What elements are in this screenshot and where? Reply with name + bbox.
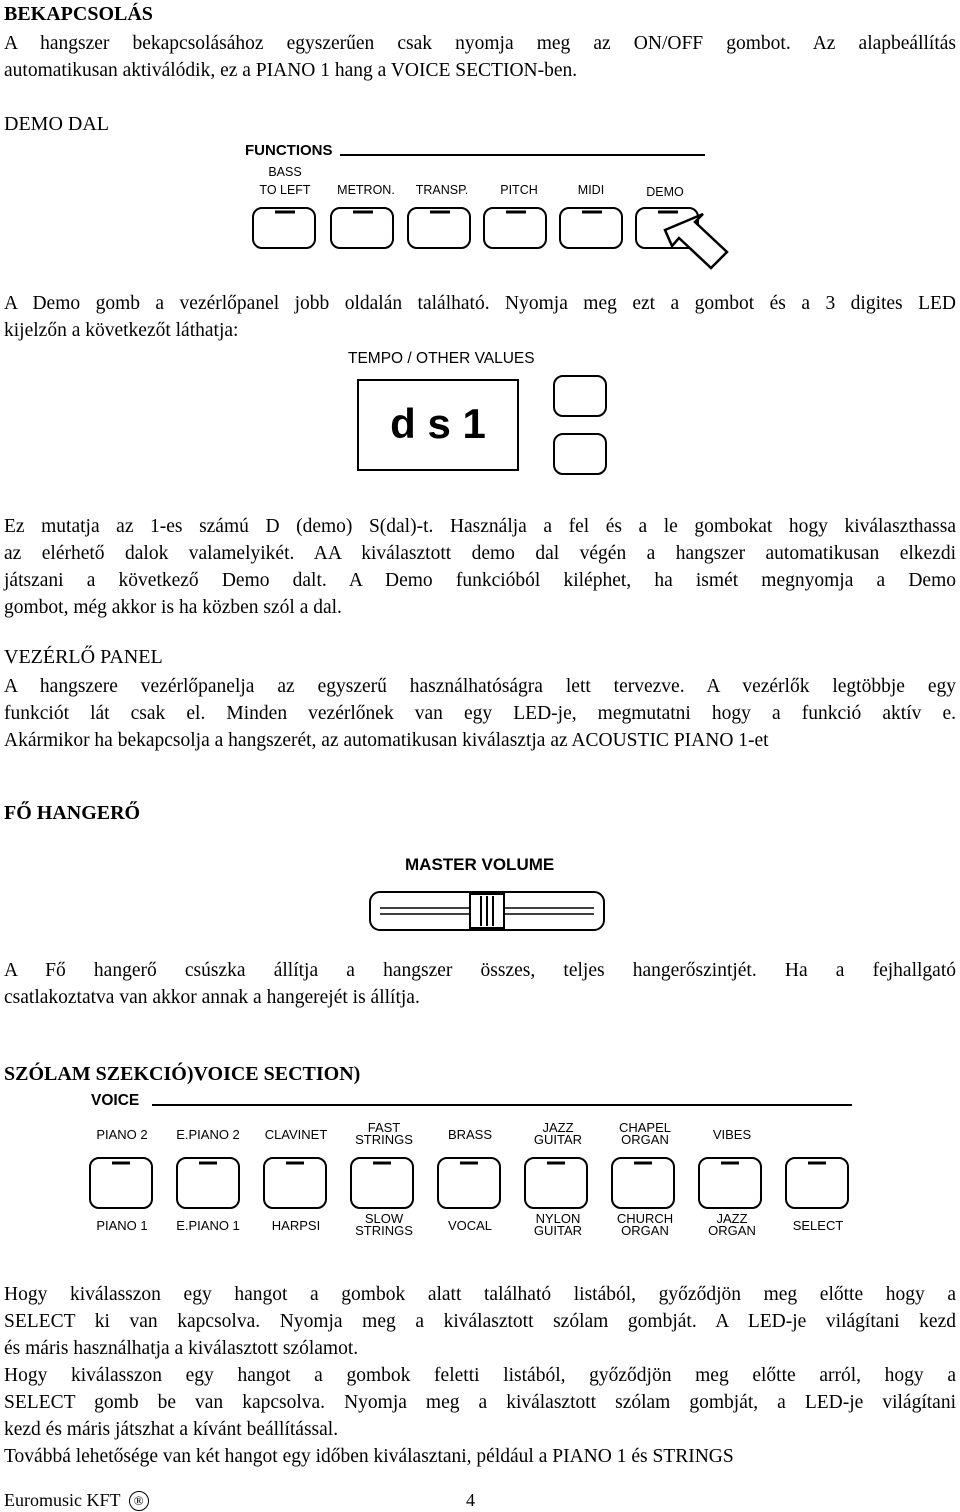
text-line: játszani a következő Demo dalt. A Demo funkcióból kiléphet, ha ismét megnyomja a Demo bbox=[4, 570, 956, 591]
led-display bbox=[357, 379, 519, 471]
bass-to-left-button[interactable] bbox=[253, 208, 315, 248]
tempo-buttons bbox=[550, 370, 610, 480]
guitar-button[interactable] bbox=[525, 1158, 587, 1208]
text-line: Továbbá lehetősége van két hangot egy időben kiválasztani, például a PIANO 1 és STRINGS bbox=[4, 1446, 734, 1467]
button-label: PITCH bbox=[500, 183, 538, 197]
section-heading-demo: DEMO DAL bbox=[4, 113, 109, 135]
paragraph-szolam bbox=[4, 1281, 956, 1470]
voice-label-top: E.PIANO 2 bbox=[176, 1127, 240, 1142]
voice-label-line: NYLON bbox=[535, 1211, 581, 1226]
voice-label-line: CHURCH bbox=[616, 1211, 674, 1226]
paragraph-demo-2 bbox=[4, 513, 956, 621]
slider-handle[interactable] bbox=[470, 894, 504, 928]
text-line: SELECT gomb be van kapcsolva. Nyomja meg a kiválasztott szólam gombját, a LED-je világítani bbox=[4, 1392, 956, 1413]
section-heading-bekapcsolas: BEKAPCSOLÁS bbox=[4, 3, 153, 25]
text-line: kijelzőn a következőt láthatja: bbox=[4, 320, 239, 341]
tempo-panel-title: TEMPO / OTHER VALUES bbox=[348, 350, 535, 367]
voice-label-line: ORGAN bbox=[621, 1132, 669, 1147]
paragraph-vezerlo bbox=[4, 673, 956, 754]
button-label: METRON. bbox=[337, 183, 395, 197]
registered-mark-icon: ® bbox=[129, 1491, 149, 1511]
button-label: MIDI bbox=[577, 183, 605, 197]
voice-label-bottom: HARPSI bbox=[271, 1218, 321, 1233]
text-line: A Fő hangerő csúszka állítja a hangszer összes, teljes hangerőszintjét. Ha a fejhallgató bbox=[4, 960, 956, 981]
voice-label-top: BRASS bbox=[447, 1127, 493, 1142]
metron-button[interactable] bbox=[331, 208, 393, 248]
voice-label-top bbox=[522, 1122, 594, 1146]
master-volume-slider bbox=[368, 886, 608, 936]
led-display-value: d s 1 bbox=[390, 400, 486, 447]
text-line: Ez mutatja az 1-es számú D (demo) S(dal)-t. Használja a fel és a le gombokat hogy kiválaszthassa bbox=[4, 516, 956, 537]
up-button[interactable] bbox=[554, 376, 606, 416]
voice-label-line: FAST bbox=[367, 1120, 401, 1135]
paragraph-fo-hangero bbox=[4, 957, 956, 1011]
select-button[interactable] bbox=[786, 1158, 848, 1208]
voice-label-line: JAZZ bbox=[542, 1120, 574, 1135]
voice-label-line: SLOW bbox=[364, 1211, 404, 1226]
text-line: Akármikor ha bekapcsolja a hangszerét, az automatikusan kiválasztja az ACOUSTIC PIANO 1-et bbox=[4, 730, 769, 751]
down-button[interactable] bbox=[554, 434, 606, 474]
voice-label-bottom bbox=[346, 1213, 422, 1237]
text-line: az elérhető dalok valamelyikét. AA kiválasztott demo dal végén a hangszer automatikusan elkezdi bbox=[4, 543, 956, 564]
voice-label-bottom: VOCAL bbox=[447, 1218, 493, 1233]
organ-button[interactable] bbox=[612, 1158, 674, 1208]
text-line: funkciót lát csak el. Minden vezérlőnek van egy LED-je, megmutatni hogy a funkció aktív e. bbox=[4, 703, 956, 724]
footer-company bbox=[4, 1490, 149, 1511]
voice-label-line: JAZZ bbox=[716, 1211, 748, 1226]
voice-label-line: ORGAN bbox=[621, 1223, 669, 1238]
button-label: TO LEFT bbox=[259, 183, 311, 197]
voice-label-top: CLAVINET bbox=[264, 1127, 328, 1142]
text-line: Hogy kiválasszon egy hangot a gombok alatt található listából, győződjön meg előtte hogy a bbox=[4, 1284, 956, 1305]
section-heading-vezerlo: VEZÉRLŐ PANEL bbox=[4, 646, 163, 668]
voice-label-top bbox=[608, 1122, 682, 1146]
text-line: kezd és máris játszhat a kívánt beállítással. bbox=[4, 1419, 339, 1440]
voice-label-bottom bbox=[606, 1213, 684, 1237]
button-label: DEMO bbox=[646, 185, 684, 199]
paragraph-demo-1 bbox=[4, 290, 956, 344]
voice-label-bottom: E.PIANO 1 bbox=[176, 1218, 240, 1233]
voice-label-line: STRINGS bbox=[355, 1223, 413, 1238]
voice-label-top bbox=[346, 1122, 422, 1146]
e-piano-button[interactable] bbox=[177, 1158, 239, 1208]
voice-label-bottom bbox=[520, 1213, 596, 1237]
text-line: A hangszere vezérlőpanelja az egyszerű használhatóságra lett tervezve. A vezérlők legtöbbje egy bbox=[4, 676, 956, 697]
transp-button[interactable] bbox=[408, 208, 470, 248]
voice-label-top: VIBES bbox=[712, 1127, 752, 1142]
company-name: Euromusic KFT bbox=[4, 1490, 121, 1510]
function-buttons bbox=[245, 200, 745, 290]
text-line: A hangszer bekapcsolásához egyszerűen csak nyomja meg az ON/OFF gombot. Az alapbeállítás bbox=[4, 33, 956, 54]
text-line: és máris használhatja a kiválasztott szólamot. bbox=[4, 1338, 359, 1359]
strings-button[interactable] bbox=[351, 1158, 413, 1208]
voice-label-line: GUITAR bbox=[533, 1223, 583, 1238]
brass-vocal-button[interactable] bbox=[438, 1158, 500, 1208]
master-volume-title: MASTER VOLUME bbox=[405, 855, 555, 874]
clavinet-harpsi-button[interactable] bbox=[264, 1158, 326, 1208]
text-line: automatikusan aktiválódik, ez a PIANO 1 hang a VOICE SECTION-ben. bbox=[4, 60, 578, 81]
section-heading-fo-hangero: FŐ HANGERŐ bbox=[4, 802, 141, 824]
voice-panel-title: VOICE bbox=[91, 1092, 140, 1109]
page-number: 4 bbox=[466, 1490, 475, 1510]
voice-buttons bbox=[0, 1148, 960, 1218]
text-line: A Demo gomb a vezérlőpanel jobb oldalán található. Nyomja meg ezt a gombot és a 3 digites LED bbox=[4, 293, 956, 314]
button-label-top: BASS bbox=[268, 165, 302, 179]
voice-label-top: PIANO 2 bbox=[96, 1127, 148, 1142]
text-line: SELECT ki van kapcsolva. Nyomja meg a kiválasztott szólam gombját. A LED-je világítani kezd bbox=[4, 1311, 956, 1332]
voice-label-bottom: SELECT bbox=[792, 1218, 844, 1233]
text-line: csatlakoztatva van akkor annak a hangerejét is állítja. bbox=[4, 987, 420, 1008]
voice-label-bottom: PIANO 1 bbox=[96, 1218, 148, 1233]
voice-label-line: STRINGS bbox=[355, 1132, 413, 1147]
voice-label-bottom bbox=[696, 1213, 768, 1237]
midi-button[interactable] bbox=[560, 208, 622, 248]
voice-label-line: CHAPEL bbox=[618, 1120, 672, 1135]
piano-button[interactable] bbox=[90, 1158, 152, 1208]
text-line: gombot, még akkor is ha közben szól a dal. bbox=[4, 597, 342, 618]
button-label: TRANSP. bbox=[415, 183, 469, 197]
voice-label-line: GUITAR bbox=[533, 1132, 583, 1147]
text-line: Hogy kiválasszon egy hangot a gombok feletti listából, győződjön meg előtte arról, hogy a bbox=[4, 1365, 956, 1386]
section-heading-szolam: SZÓLAM SZEKCIÓ)VOICE SECTION) bbox=[4, 1063, 361, 1085]
pitch-button[interactable] bbox=[484, 208, 546, 248]
voice-label-line: ORGAN bbox=[708, 1223, 756, 1238]
vibes-jazz-organ-button[interactable] bbox=[699, 1158, 761, 1208]
voice-panel-rule bbox=[0, 1098, 960, 1118]
functions-panel-title: FUNCTIONS bbox=[245, 142, 333, 159]
